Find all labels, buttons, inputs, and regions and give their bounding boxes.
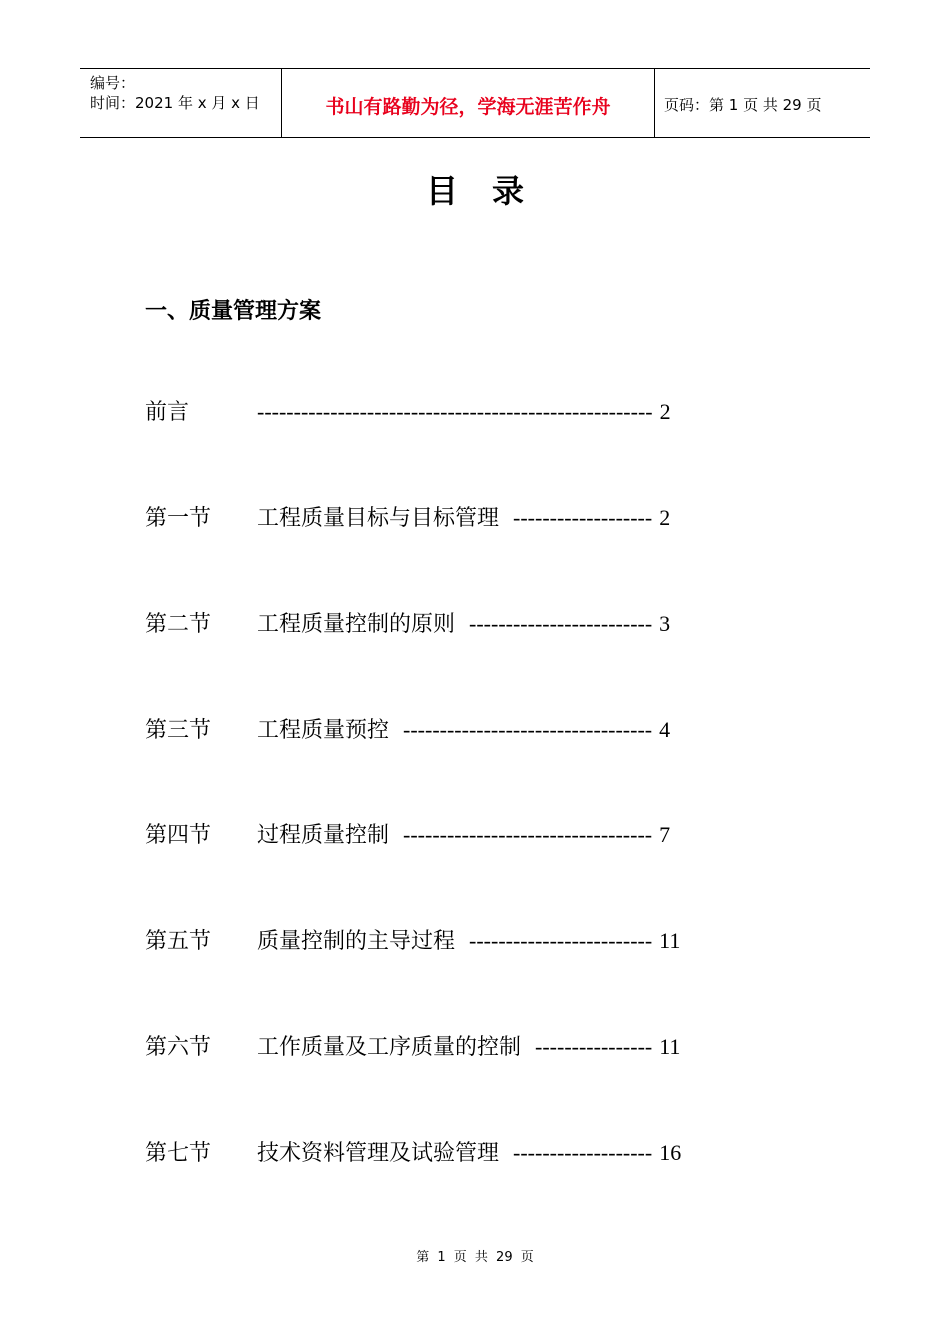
toc-leader: ----------------------------------	[403, 717, 653, 742]
toc-page: 2	[659, 505, 671, 530]
header-meta	[80, 69, 281, 137]
toc-leader: ----------------------------------	[403, 822, 653, 847]
header-number: 编号：	[90, 74, 136, 92]
toc-page: 16	[659, 1140, 682, 1165]
toc-section: 前言	[145, 400, 190, 425]
toc-page: 4	[659, 717, 671, 742]
toc-entry	[145, 820, 670, 851]
section-heading: 一、质量管理方案	[145, 299, 322, 324]
toc-section: 第一节	[145, 506, 212, 531]
toc-entry	[145, 926, 680, 957]
toc-leader: ----------------	[535, 1034, 653, 1059]
toc-section: 第二节	[145, 612, 212, 637]
toc-entry	[145, 503, 670, 534]
toc-section: 第三节	[145, 718, 212, 743]
toc-title: 工程质量预控	[257, 718, 390, 743]
toc-leader: -------------------------	[469, 928, 653, 953]
toc-page: 2	[659, 399, 671, 424]
page-header	[80, 68, 870, 138]
toc-section: 第五节	[145, 929, 212, 954]
toc-entry	[145, 1138, 681, 1169]
header-page-info: 页码：第 1 页 共 29 页	[664, 95, 822, 114]
toc-section: 第六节	[145, 1035, 212, 1060]
toc-entry	[145, 397, 671, 428]
toc-entry	[145, 715, 670, 746]
page-footer: 第 1 页 共 29 页	[416, 1250, 534, 1265]
toc-leader: -------------------------	[469, 611, 653, 636]
toc-page: 7	[659, 822, 671, 847]
toc-title: 质量控制的主导过程	[257, 929, 456, 954]
page-title: 目录	[425, 172, 558, 210]
header-motto: 书山有路勤为径，学海无涯苦作舟	[281, 69, 655, 137]
toc-section: 第四节	[145, 823, 212, 848]
toc-page: 11	[659, 1034, 681, 1059]
toc-title: 技术资料管理及试验管理	[257, 1141, 500, 1166]
toc-title: 工程质量控制的原则	[257, 612, 456, 637]
toc-page: 11	[659, 928, 681, 953]
toc-leader: ------------------------------------------------------	[257, 399, 653, 424]
toc-leader: -------------------	[513, 505, 653, 530]
toc-title: 工作质量及工序质量的控制	[257, 1035, 522, 1060]
toc-leader: -------------------	[513, 1140, 653, 1165]
toc-title: 过程质量控制	[257, 823, 390, 848]
toc-entry	[145, 1032, 680, 1063]
toc-section: 第七节	[145, 1141, 212, 1166]
header-time: 时间：2021 年 x 月 x 日	[90, 94, 260, 112]
toc-title: 工程质量目标与目标管理	[257, 506, 500, 531]
toc-page: 3	[659, 611, 671, 636]
toc-entry	[145, 609, 670, 640]
